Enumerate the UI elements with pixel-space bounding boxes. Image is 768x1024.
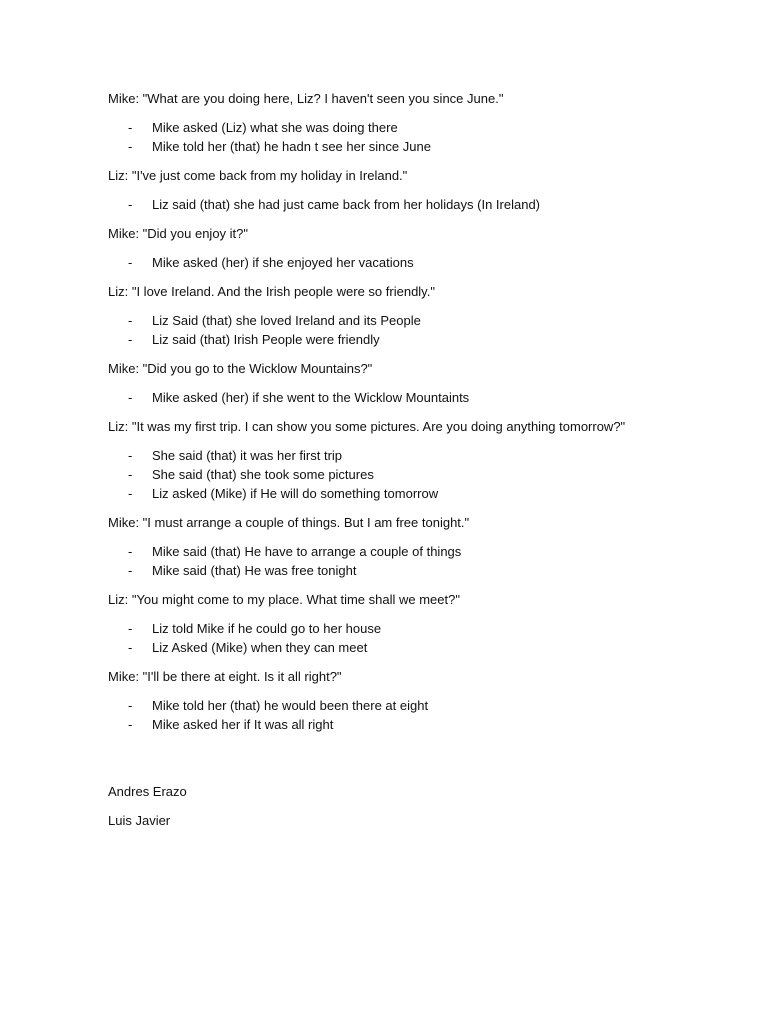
dialogue-block (108, 224, 728, 282)
reported-speech-text: Liz told Mike if he could go to her house (152, 621, 382, 636)
reported-speech-item (108, 561, 728, 580)
dialogue-block (108, 282, 728, 359)
dialogue-block (108, 89, 728, 166)
bullet-dash: - (128, 139, 133, 154)
reported-speech-item (108, 330, 728, 349)
reported-speech-text: Liz Asked (Mike) when they can meet (152, 640, 368, 655)
reported-speech-item (108, 388, 728, 407)
dialogue-block (108, 590, 728, 667)
bullet-dash: - (128, 640, 133, 655)
direct-speech-line: Mike: "I must arrange a couple of things. But I am free tonight." (108, 515, 470, 530)
reported-speech-item (108, 715, 728, 734)
author-name: Luis Javier (108, 813, 171, 828)
reported-speech-item (108, 542, 728, 561)
reported-speech-list (108, 686, 728, 744)
dialogue-block (108, 417, 728, 513)
dialogue-block (108, 513, 728, 590)
dialogue-block (108, 166, 728, 224)
reported-speech-text: Mike asked (her) if she went to the Wicklow Mountaints (152, 390, 470, 405)
reported-speech-item (108, 696, 728, 715)
bullet-dash: - (128, 544, 133, 559)
reported-speech-text: Mike told her (that) he would been there at eight (152, 698, 429, 713)
reported-speech-text: Mike asked (Liz) what she was doing there (152, 120, 398, 135)
reported-speech-text: Liz said (that) Irish People were friendly (152, 332, 380, 347)
reported-speech-text: Liz asked (Mike) if He will do something tomorrow (152, 486, 439, 501)
direct-speech-line: Liz: "You might come to my place. What time shall we meet?" (108, 592, 460, 607)
authors-section (108, 782, 728, 830)
direct-speech-line: Liz: "It was my first trip. I can show you some pictures. Are you doing anything tomorrow?" (108, 419, 626, 434)
reported-speech-list (108, 378, 728, 417)
dialogue-section (108, 89, 728, 744)
direct-speech-line: Mike: "I'll be there at eight. Is it all right?" (108, 669, 342, 684)
bullet-dash: - (128, 120, 133, 135)
reported-speech-list (108, 243, 728, 282)
reported-speech-text: Mike said (that) He have to arrange a couple of things (152, 544, 462, 559)
reported-speech-list (108, 436, 728, 513)
direct-speech-line: Liz: "I've just come back from my holiday in Ireland." (108, 168, 408, 183)
bullet-dash: - (128, 197, 133, 212)
bullet-dash: - (128, 467, 133, 482)
reported-speech-item (108, 253, 728, 272)
reported-speech-text: Mike asked (her) if she enjoyed her vacations (152, 255, 414, 270)
reported-speech-item (108, 311, 728, 330)
bullet-dash: - (128, 313, 133, 328)
reported-speech-item (108, 465, 728, 484)
direct-speech-line: Mike: "What are you doing here, Liz? I haven't seen you since June." (108, 91, 504, 106)
reported-speech-item (108, 619, 728, 638)
reported-speech-text: She said (that) she took some pictures (152, 467, 374, 482)
bullet-dash: - (128, 255, 133, 270)
reported-speech-item (108, 638, 728, 657)
bullet-dash: - (128, 717, 133, 732)
reported-speech-item (108, 137, 728, 156)
bullet-dash: - (128, 448, 133, 463)
reported-speech-item (108, 484, 728, 503)
bullet-dash: - (128, 486, 133, 501)
reported-speech-list (108, 301, 728, 359)
bullet-dash: - (128, 332, 133, 347)
dialogue-block (108, 359, 728, 417)
reported-speech-item (108, 118, 728, 137)
direct-speech-line: Liz: "I love Ireland. And the Irish people were so friendly." (108, 284, 435, 299)
bullet-dash: - (128, 390, 133, 405)
reported-speech-list (108, 532, 728, 590)
bullet-dash: - (128, 621, 133, 636)
direct-speech-line: Mike: "Did you enjoy it?" (108, 226, 249, 241)
reported-speech-text: Liz said (that) she had just came back from her holidays (In Ireland) (152, 197, 541, 212)
reported-speech-text: Mike told her (that) he hadn t see her since June (152, 139, 431, 154)
reported-speech-list (108, 609, 728, 667)
document-page (108, 89, 728, 840)
reported-speech-list (108, 108, 728, 166)
reported-speech-list (108, 185, 728, 224)
reported-speech-text: Mike asked her if It was all right (152, 717, 334, 732)
bullet-dash: - (128, 698, 133, 713)
reported-speech-text: Liz Said (that) she loved Ireland and its People (152, 313, 421, 328)
dialogue-block (108, 667, 728, 744)
reported-speech-text: She said (that) it was her first trip (152, 448, 343, 463)
author-name: Andres Erazo (108, 784, 187, 799)
reported-speech-item (108, 195, 728, 214)
direct-speech-line: Mike: "Did you go to the Wicklow Mountains?" (108, 361, 373, 376)
reported-speech-item (108, 446, 728, 465)
bullet-dash: - (128, 563, 133, 578)
reported-speech-text: Mike said (that) He was free tonight (152, 563, 357, 578)
